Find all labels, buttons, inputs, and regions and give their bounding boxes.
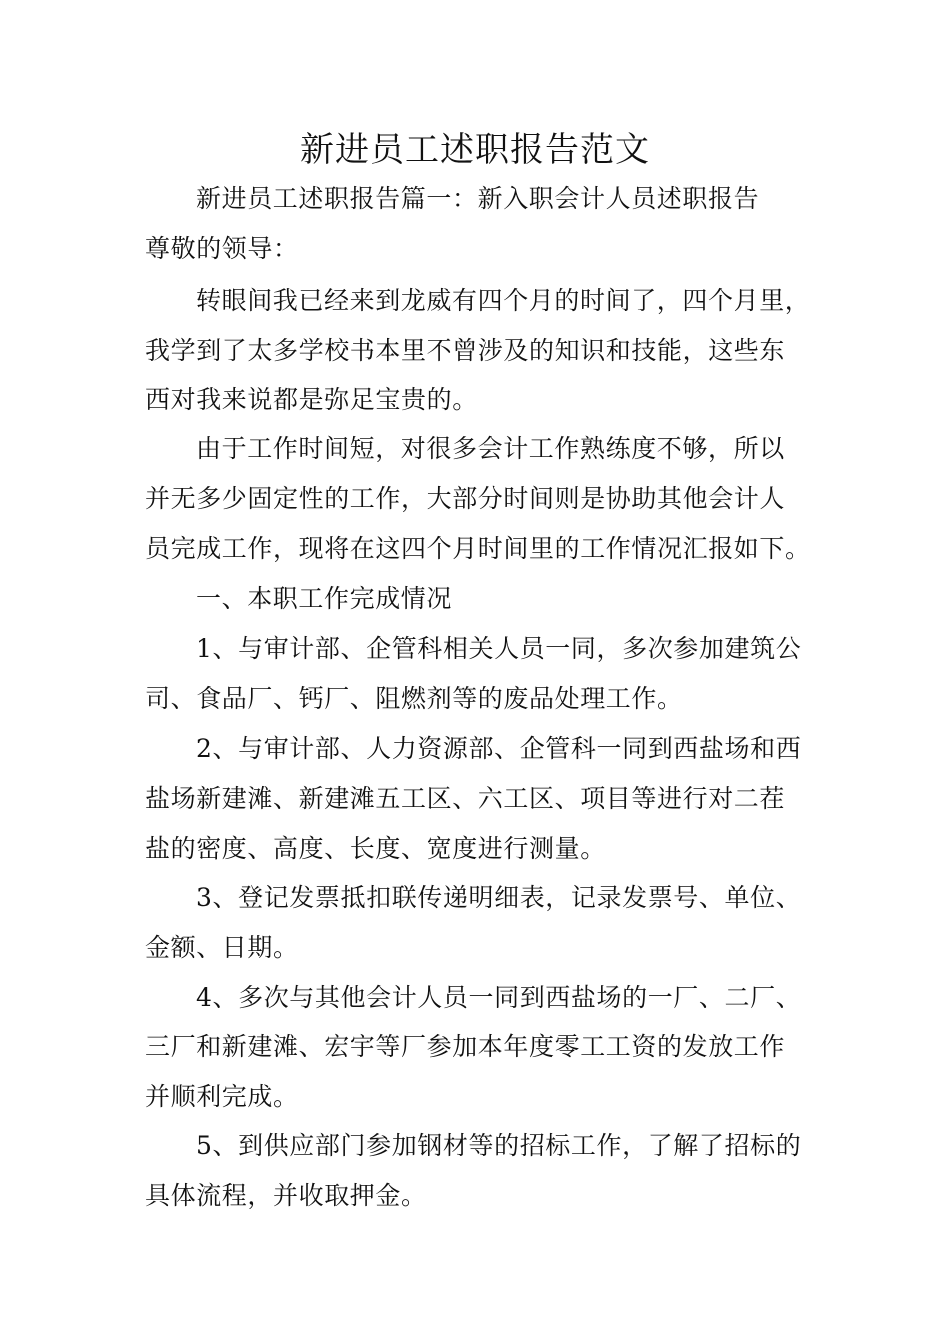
document-title: 新进员工述职报告范文 bbox=[300, 130, 650, 170]
paragraph-line: 转眼间我已经来到龙威有四个月的时间了，四个月里， bbox=[196, 286, 811, 315]
paragraph-line: 并无多少固定性的工作，大部分时间则是协助其他会计人 bbox=[145, 484, 786, 513]
paragraph-line: 西对我来说都是弥足宝贵的。 bbox=[145, 385, 478, 414]
paragraph-line: 员完成工作，现将在这四个月时间里的工作情况汇报如下。 bbox=[145, 534, 811, 563]
list-item-line: 盐场新建滩、新建滩五工区、六工区、项目等进行对二茬 bbox=[145, 784, 786, 813]
list-item-line: 3、登记发票抵扣联传递明细表，记录发票号、单位、 bbox=[196, 883, 802, 912]
list-item-line: 5、到供应部门参加钢材等的招标工作，了解了招标的 bbox=[196, 1131, 802, 1160]
salutation: 尊敬的领导： bbox=[145, 234, 299, 263]
list-item-line: 司、食品厂、钙厂、阻燃剂等的废品处理工作。 bbox=[145, 684, 683, 713]
list-item-line: 2、与审计部、人力资源部、企管科一同到西盐场和西 bbox=[196, 734, 802, 763]
list-item-line: 盐的密度、高度、长度、宽度进行测量。 bbox=[145, 834, 606, 863]
list-item-line: 三厂和新建滩、宏宇等厂参加本年度零工工资的发放工作 bbox=[145, 1032, 786, 1061]
list-item-line: 1、与审计部、企管科相关人员一同，多次参加建筑公 bbox=[196, 634, 802, 663]
section-heading: 一、本职工作完成情况 bbox=[196, 584, 453, 613]
list-item-line: 金额、日期。 bbox=[145, 933, 299, 962]
list-item-line: 4、多次与其他会计人员一同到西盐场的一厂、二厂、 bbox=[196, 983, 802, 1012]
paragraph-line: 我学到了太多学校书本里不曾涉及的知识和技能，这些东 bbox=[145, 336, 786, 365]
list-item-line: 具体流程，并收取押金。 bbox=[145, 1181, 427, 1210]
paragraph-line: 由于工作时间短，对很多会计工作熟练度不够，所以 bbox=[196, 434, 785, 463]
document-subtitle: 新进员工述职报告篇一：新入职会计人员述职报告 bbox=[196, 184, 760, 213]
list-item-line: 并顺利完成。 bbox=[145, 1082, 299, 1111]
